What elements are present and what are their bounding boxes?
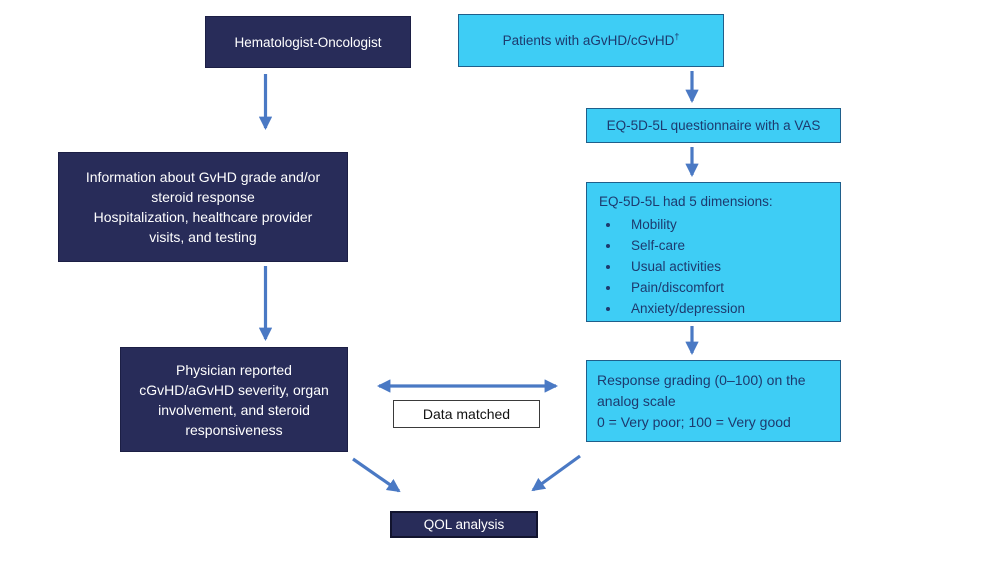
information-line: steroid response — [151, 189, 255, 205]
questionnaire-label: EQ-5D-5L questionnaire with a VAS — [606, 118, 821, 133]
dimension-item: • Mobility — [621, 215, 745, 235]
hematologist-oncologist-label: Hematologist-Oncologist — [234, 34, 382, 50]
dimension-item: • Self-care — [621, 236, 745, 256]
dagger-superscript: † — [674, 31, 680, 42]
dimensions-list — [599, 215, 745, 320]
arrow-physician-to-qol — [353, 459, 399, 491]
dimension-item: • Usual activities — [621, 257, 745, 277]
physician-line: cGvHD/aGvHD severity, organ — [139, 381, 329, 398]
dimension-item: • Anxiety/depression — [621, 299, 745, 319]
physician-line: responsiveness — [185, 421, 283, 438]
physician-line: Physician reported — [176, 361, 292, 378]
arrow-response-to-qol — [533, 456, 580, 490]
information-line: visits, and testing — [149, 229, 257, 245]
hematologist-oncologist-box — [205, 16, 411, 68]
response-line: Response grading (0–100) on the — [597, 371, 806, 388]
qol-analysis-box — [390, 511, 538, 538]
data-matched-label: Data matched — [422, 405, 511, 422]
response-line: analog scale — [597, 392, 676, 409]
physician-line: involvement, and steroid — [158, 401, 310, 418]
dimensions-title: EQ-5D-5L had 5 dimensions: — [599, 194, 773, 209]
response-grading-box — [586, 360, 841, 442]
dimensions-box — [586, 182, 841, 322]
physician-box — [120, 347, 348, 452]
questionnaire-box — [586, 108, 841, 143]
response-line: 0 = Very poor; 100 = Very good — [597, 413, 791, 430]
patients-box — [458, 14, 724, 67]
patients-label: Patients with aGvHD/cGvHD† — [502, 31, 680, 48]
qol-analysis-label: QOL analysis — [423, 517, 505, 532]
data-matched-box — [393, 400, 540, 428]
information-line: Information about GvHD grade and/or — [85, 169, 321, 185]
information-line: Hospitalization, healthcare provider — [93, 209, 313, 225]
dimension-item: • Pain/discomfort — [621, 278, 745, 298]
information-box — [58, 152, 348, 262]
